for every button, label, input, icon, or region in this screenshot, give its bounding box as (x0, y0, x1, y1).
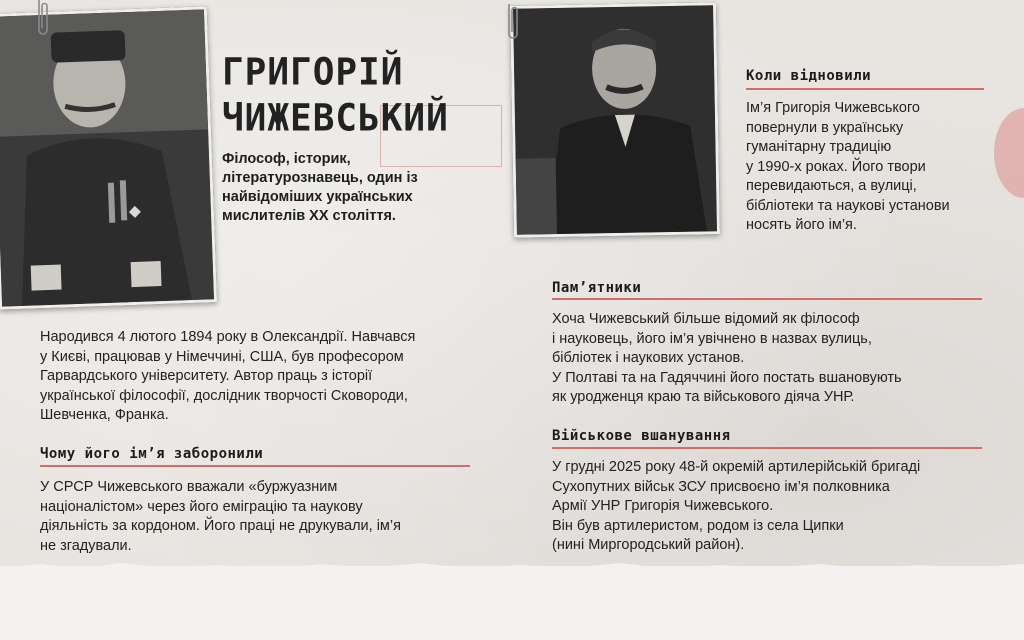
title-line-2: ЧИЖЕВСЬКИЙ (222, 97, 449, 141)
section-rule (552, 298, 982, 300)
torn-paper-edge (0, 566, 1024, 640)
section-heading-military: Військове вшанування (552, 428, 731, 444)
photo-right (510, 2, 720, 238)
section-rule (746, 88, 984, 90)
photo-left (0, 6, 217, 309)
section-rule (40, 465, 470, 467)
section-heading-banned: Чому його ім’я заборонили (40, 446, 264, 462)
section-text-restored: Ім’я Григорія Чижевського повернули в українську гуманітарну традицію у 1990-х роках. Його твори перевидаються, а вулиці, бібліотеки та наукові установи носять його ім’я. (746, 100, 950, 233)
section-text-monuments: Хоча Чижевський більше відомий як філософ і науковець, його ім’я увічнено в назвах вулиць, бібліотек і наукових установ. У Полтаві та на Гадяччині його постать вшановують як уродженця краю та військового діяча УНР. (552, 311, 902, 405)
section-heading-restored: Коли відновили (746, 68, 872, 84)
paperclip-icon (506, 4, 520, 44)
section-heading-monuments: Пам’ятники (552, 280, 642, 296)
page-title (222, 50, 522, 142)
paperclip-icon (36, 0, 50, 40)
title-line-1: ГРИГОРІЙ (222, 50, 404, 94)
section-text-military: У грудні 2025 року 48-й окремій артилерійській бригаді Сухопутних військ ЗСУ присвоєно ім’я полковника Армії УНР Григорія Чижевського. Він був артилеристом, родом із села Ципки (нині Миргородський район). (552, 459, 921, 553)
bio-text: Народився 4 лютого 1894 року в Олександрії. Навчався у Києві, працював у Німеччині, США, був професором Гарвардського університету. Автор праць з історії української філософії, дослідник творчості Сковороди, Шевченка, Франка. (40, 329, 416, 423)
section-text-banned: У СРСР Чижевського вважали «буржуазним націоналістом» через його еміграцію та наукову діяльність за кордоном. Його праці не друкували, ім’я не згадували. (40, 479, 401, 554)
section-rule (552, 447, 982, 449)
subtitle: Філософ, історик, літературознавець, один із найвідоміших українських мислителів XX століття. (222, 151, 418, 224)
